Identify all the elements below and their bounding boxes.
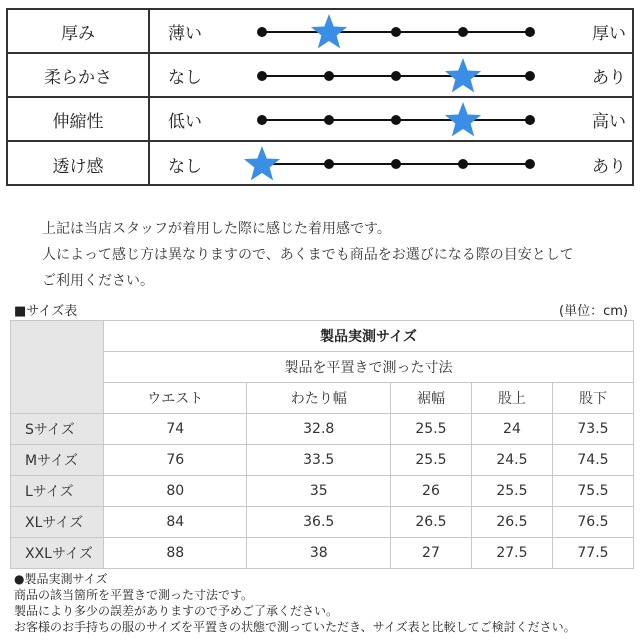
attribute-high-label: 厚い	[592, 23, 626, 44]
column-header: わたり幅	[247, 383, 390, 414]
table-row	[11, 476, 634, 507]
scale-dot	[257, 115, 267, 125]
scale-dot	[324, 115, 334, 125]
attribute-name: 厚み	[8, 10, 150, 52]
attribute-low-label: 薄い	[168, 23, 202, 44]
table-cell: 38	[247, 538, 390, 569]
size-table	[10, 320, 634, 569]
note-line-1: 上記は当店スタッフが着用した際に感じた着用感です。	[42, 221, 391, 237]
footnote-line-1: ●製品実測サイズ	[14, 572, 108, 586]
table-cell: 26.5	[390, 507, 471, 538]
table-row	[11, 507, 634, 538]
row-label: Lサイズ	[11, 476, 104, 507]
table-cell: 25.5	[390, 414, 471, 445]
scale-dot	[458, 27, 468, 37]
attribute-low-label: 低い	[168, 111, 202, 132]
table-cell: 35	[247, 476, 390, 507]
table-cell: 32.8	[247, 414, 390, 445]
attribute-high-label: 高い	[592, 111, 626, 132]
row-label: Sサイズ	[11, 414, 104, 445]
size-table-unit: (単位：cm)	[559, 304, 628, 319]
scale-dot	[391, 159, 401, 169]
rating-star-icon	[443, 56, 483, 96]
rating-star-icon	[309, 12, 349, 52]
scale-dot	[525, 27, 535, 37]
row-label: Mサイズ	[11, 445, 104, 476]
table-cell: 75.5	[552, 476, 633, 507]
table-cell: 26	[390, 476, 471, 507]
scale-dot	[525, 71, 535, 81]
rating-star-icon	[242, 144, 282, 184]
scale-dot	[257, 71, 267, 81]
size-table-header-sub: 製品を平置きで測った寸法	[104, 352, 634, 383]
table-row	[11, 445, 634, 476]
rating-scale	[254, 98, 538, 140]
attribute-name: 透け感	[8, 142, 150, 186]
footnote-line-2: 商品の該当箇所を平置きで測った寸法です。	[14, 588, 254, 602]
table-cell: 33.5	[247, 445, 390, 476]
size-table-header-main: 製品実測サイズ	[104, 321, 634, 352]
scale-dot	[324, 71, 334, 81]
scale-dot	[324, 159, 334, 169]
table-cell: 36.5	[247, 507, 390, 538]
rating-scale	[254, 10, 538, 52]
table-row	[11, 414, 634, 445]
scale-dot	[257, 27, 267, 37]
column-header: 股上	[471, 383, 552, 414]
note-line-2: 人によって感じ方は異なりますので、あくまでも商品をお選びになる際の目安として	[42, 247, 574, 263]
attribute-low-label: なし	[168, 156, 202, 177]
table-cell: 73.5	[552, 414, 633, 445]
scale-dot	[525, 159, 535, 169]
table-cell: 25.5	[471, 476, 552, 507]
column-header: 股下	[552, 383, 633, 414]
table-cell: 27	[390, 538, 471, 569]
table-cell: 27.5	[471, 538, 552, 569]
table-cell: 76.5	[552, 507, 633, 538]
table-cell: 76	[104, 445, 247, 476]
attribute-row-thickness	[8, 10, 632, 54]
rating-star-icon	[443, 100, 483, 140]
table-cell: 77.5	[552, 538, 633, 569]
table-row	[11, 538, 634, 569]
attribute-row-sheerness	[8, 142, 632, 186]
size-table-title: ■サイズ表	[14, 304, 78, 319]
note-line-3: ご利用ください。	[42, 273, 154, 289]
attribute-name: 伸縮性	[8, 98, 150, 140]
rating-scale	[254, 54, 538, 96]
table-cell: 25.5	[390, 445, 471, 476]
column-header: 裾幅	[390, 383, 471, 414]
table-cell: 26.5	[471, 507, 552, 538]
column-header: ウエスト	[104, 383, 247, 414]
table-cell: 80	[104, 476, 247, 507]
table-cell: 74.5	[552, 445, 633, 476]
attribute-name: 柔らかさ	[8, 54, 150, 96]
attribute-row-softness	[8, 54, 632, 98]
attribute-table	[6, 8, 634, 186]
row-label: XXLサイズ	[11, 538, 104, 569]
table-cell: 88	[104, 538, 247, 569]
table-cell: 74	[104, 414, 247, 445]
footnote-line-4: お客様のお手持ちの服のサイズを平置きの状態で測っていただき、サイズ表と比較してご検討ください。	[14, 620, 576, 634]
table-cell: 84	[104, 507, 247, 538]
scale-dot	[525, 115, 535, 125]
scale-dot	[458, 159, 468, 169]
size-table-corner	[11, 321, 104, 414]
attribute-low-label: なし	[168, 67, 202, 88]
table-cell: 24.5	[471, 445, 552, 476]
row-label: XLサイズ	[11, 507, 104, 538]
footnote-line-3: 製品により多少の誤差がありますので予めご了承ください。	[14, 604, 339, 618]
scale-dot	[391, 27, 401, 37]
attribute-high-label: あり	[592, 156, 626, 177]
rating-scale	[254, 142, 538, 186]
attribute-row-stretch	[8, 98, 632, 142]
attribute-high-label: あり	[592, 67, 626, 88]
scale-dot	[391, 115, 401, 125]
scale-dot	[391, 71, 401, 81]
table-cell: 24	[471, 414, 552, 445]
